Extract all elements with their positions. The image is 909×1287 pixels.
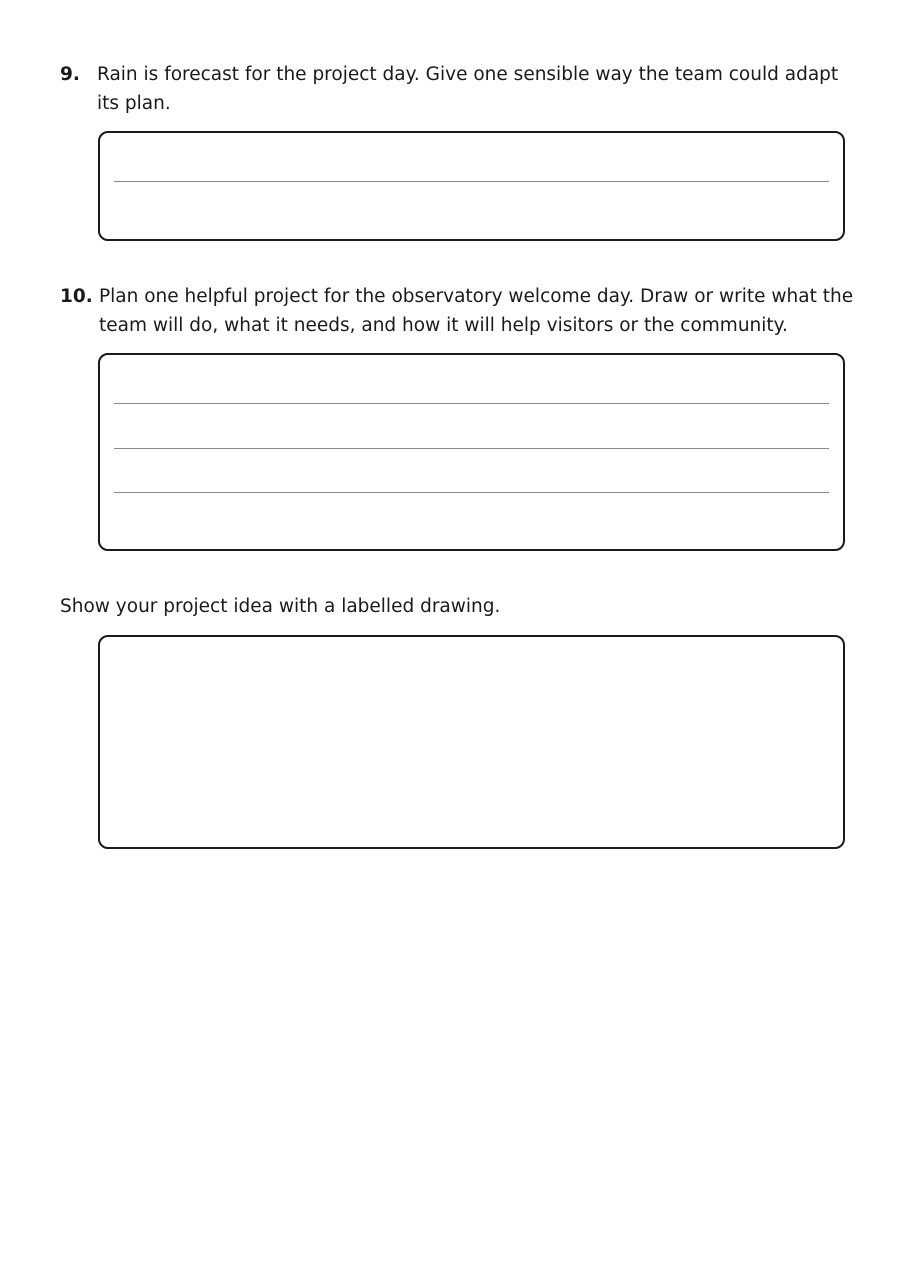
- question-number: 9.: [60, 64, 80, 85]
- question-text: Rain is forecast for the project day. Give one sensible way the team could adapt its plan.: [97, 64, 839, 114]
- answer-box-question-9[interactable]: [98, 131, 845, 241]
- question-text: Plan one helpful project for the observatory welcome day. Draw or write what the team will do, what it needs, and how it will help visitors or the community.: [99, 286, 854, 336]
- drawing-prompt: Show your project idea with a labelled drawing.: [60, 596, 501, 617]
- answer-box-question-10[interactable]: [98, 353, 845, 551]
- answer-line: [114, 492, 829, 493]
- question-10: [60, 282, 860, 340]
- answer-line: [114, 181, 829, 182]
- drawing-box[interactable]: [98, 635, 845, 849]
- answer-line: [114, 403, 829, 404]
- answer-line: [114, 448, 829, 449]
- question-9: [60, 60, 860, 118]
- question-number: 10.: [60, 286, 93, 307]
